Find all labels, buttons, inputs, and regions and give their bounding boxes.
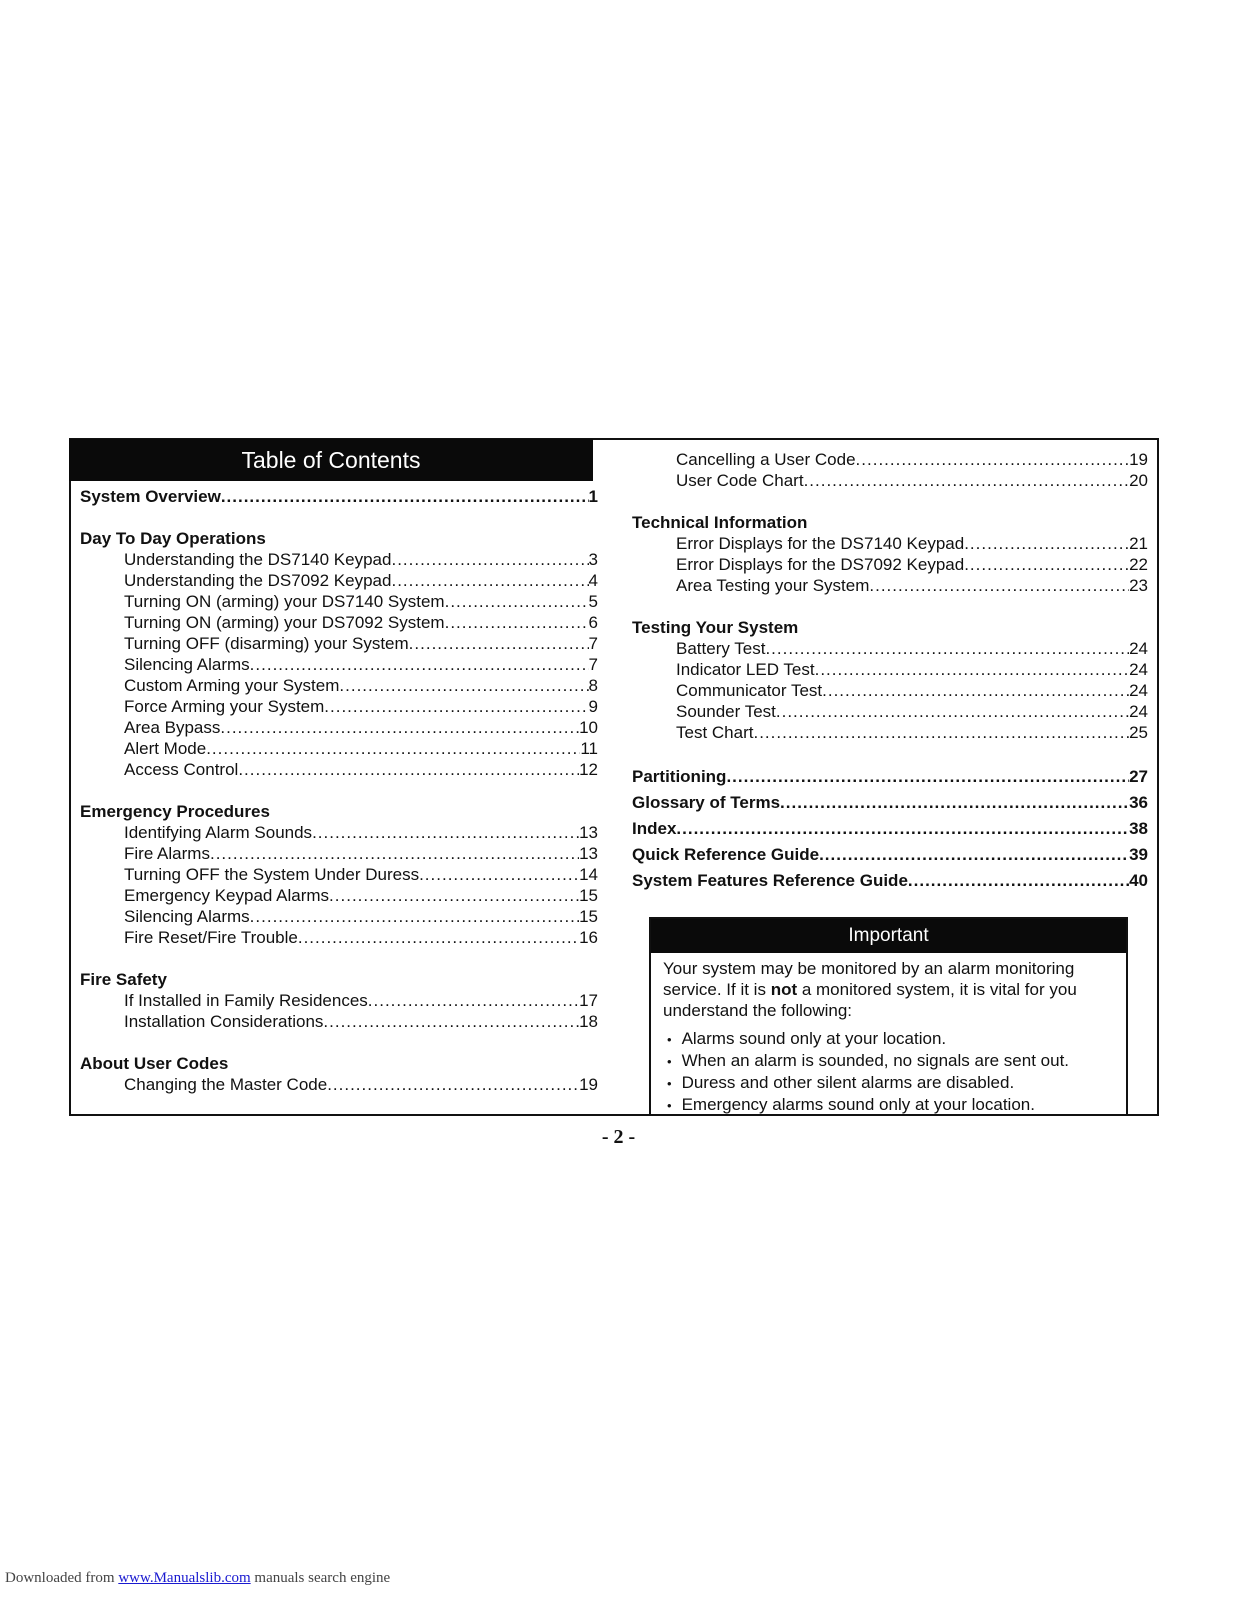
dot-leader <box>964 533 1129 554</box>
toc-major-entry[interactable] <box>632 790 1148 816</box>
toc-entry-page: 22 <box>1129 555 1148 574</box>
dot-leader <box>220 717 579 738</box>
toc-entry-label: Custom Arming your System <box>124 676 340 695</box>
toc-entry-page: 20 <box>1129 471 1148 490</box>
toc-entry-label: Glossary of Terms <box>632 793 781 812</box>
toc-entry-label: System Overview <box>80 487 221 506</box>
dot-leader <box>323 1011 579 1032</box>
toc-major-entry[interactable] <box>632 842 1148 868</box>
toc-entry-page: 24 <box>1129 660 1148 679</box>
toc-entry-label: Understanding the DS7140 Keypad <box>124 550 392 569</box>
dot-leader <box>327 1074 579 1095</box>
dot-leader <box>445 591 589 612</box>
dot-leader <box>409 633 589 654</box>
dot-leader <box>312 822 579 843</box>
toc-section-title: Day To Day Operations <box>80 529 266 548</box>
toc-entry-label: Alert Mode <box>124 739 207 758</box>
toc-entry-label: Fire Alarms <box>124 844 210 863</box>
dot-leader <box>250 906 579 927</box>
toc-section <box>80 801 598 948</box>
toc-entry-page: 4 <box>588 571 598 590</box>
important-bullet <box>667 1050 1126 1072</box>
toc-entry[interactable] <box>632 554 1148 575</box>
toc-section-title: About User Codes <box>80 1054 229 1073</box>
toc-left-sections <box>80 528 598 1095</box>
dot-leader <box>815 659 1129 680</box>
toc-section <box>632 617 1148 743</box>
toc-entry-page: 21 <box>1129 534 1148 553</box>
toc-entry[interactable] <box>80 570 598 591</box>
toc-entry[interactable] <box>80 1074 598 1095</box>
toc-entry[interactable] <box>80 549 598 570</box>
dot-leader <box>804 470 1130 491</box>
important-text-bold: not <box>770 980 798 999</box>
important-bullet-list <box>651 1028 1126 1116</box>
toc-entry-page: 5 <box>588 592 598 611</box>
toc-entry-label: Fire Reset/Fire Trouble <box>124 928 298 947</box>
toc-entry-label: Turning OFF the System Under Duress <box>124 865 420 884</box>
toc-entry-page: 1 <box>588 487 598 506</box>
toc-entry-label: Installation Considerations <box>124 1012 324 1031</box>
toc-entry-label: Understanding the DS7092 Keypad <box>124 571 392 590</box>
toc-entry[interactable] <box>632 533 1148 554</box>
toc-entry-label: Quick Reference Guide <box>632 845 820 864</box>
toc-entry-label: Error Displays for the DS7092 Keypad <box>676 555 965 574</box>
toc-major-entries <box>632 764 1148 894</box>
toc-entry-label: Indicator LED Test <box>676 660 815 679</box>
toc-entry-page: 39 <box>1129 845 1148 864</box>
toc-entry-label: Turning ON (arming) your DS7140 System <box>124 592 445 611</box>
toc-entry-label: Emergency Keypad Alarms <box>124 886 330 905</box>
dot-leader <box>250 654 589 675</box>
toc-entry-label: Silencing Alarms <box>124 907 250 926</box>
toc-entry-page: 14 <box>579 865 598 884</box>
toc-entry-page: 24 <box>1129 639 1148 658</box>
toc-entry[interactable] <box>80 822 598 843</box>
toc-entry-page: 19 <box>1129 450 1148 469</box>
dot-leader <box>856 449 1130 470</box>
toc-entry[interactable] <box>80 990 598 1011</box>
toc-entry-page: 24 <box>1129 702 1148 721</box>
toc-entry-page: 36 <box>1129 793 1148 812</box>
dot-leader <box>391 549 588 570</box>
dot-leader <box>445 612 589 633</box>
toc-entry-page: 25 <box>1129 723 1148 742</box>
toc-entry[interactable] <box>632 680 1148 701</box>
toc-right-sections <box>632 512 1148 743</box>
dot-leader <box>822 680 1129 701</box>
toc-entry-label: Sounder Test <box>676 702 776 721</box>
toc-entry-label: User Code Chart <box>676 471 804 490</box>
toc-entry-label: Communicator Test <box>676 681 823 700</box>
toc-entry-label: Access Control <box>124 760 239 779</box>
toc-entry-page: 10 <box>579 718 598 737</box>
toc-major-entry[interactable] <box>632 764 1148 790</box>
dot-leader <box>210 843 579 864</box>
dot-leader <box>329 885 579 906</box>
toc-entry-label: Index <box>632 819 677 838</box>
dot-leader <box>765 638 1129 659</box>
important-title: Important <box>651 919 1126 953</box>
toc-entry[interactable] <box>80 633 598 654</box>
toc-entry[interactable] <box>80 675 598 696</box>
dot-leader <box>324 696 588 717</box>
toc-entry-label: Identifying Alarm Sounds <box>124 823 313 842</box>
toc-entry-page: 40 <box>1129 871 1148 890</box>
toc-entry-label: Test Chart <box>676 723 754 742</box>
dot-leader <box>753 722 1129 743</box>
toc-major-entry[interactable] <box>632 816 1148 842</box>
toc-entry-label: System Features Reference Guide <box>632 871 908 890</box>
important-bullet-text: When an alarm is sounded, no signals are sent out. <box>681 1051 1070 1070</box>
toc-entry-page: 23 <box>1129 576 1148 595</box>
toc-entry[interactable] <box>80 696 598 717</box>
important-text-after: a monitored system, it is vital for you understand the following: <box>663 980 1077 1020</box>
important-bullet-text: Emergency alarms sound only at your location. <box>681 1095 1035 1114</box>
toc-entry-page: 3 <box>588 550 598 569</box>
dot-leader <box>238 759 579 780</box>
toc-entry-label: Area Bypass <box>124 718 221 737</box>
toc-entry[interactable] <box>632 722 1148 743</box>
toc-entry-page: 24 <box>1129 681 1148 700</box>
page-number: - 2 - <box>601 1126 636 1148</box>
dot-leader <box>298 927 579 948</box>
toc-entry[interactable] <box>632 659 1148 680</box>
toc-right-column <box>632 449 1148 894</box>
toc-entry[interactable] <box>80 654 598 675</box>
toc-entry-label: Turning ON (arming) your DS7092 System <box>124 613 445 632</box>
dot-leader <box>776 701 1129 722</box>
toc-entry-label: Changing the Master Code <box>124 1075 328 1094</box>
toc-entry[interactable] <box>80 906 598 927</box>
important-bullet-text: Alarms sound only at your location. <box>681 1029 947 1048</box>
toc-section-title: Testing Your System <box>632 618 799 637</box>
footer-prefix: Downloaded from <box>5 1570 119 1586</box>
dot-leader <box>419 864 579 885</box>
toc-section <box>632 512 1148 596</box>
important-bullet <box>667 1072 1126 1094</box>
toc-entry-page: 7 <box>588 655 598 674</box>
toc-entry-page: 15 <box>579 886 598 905</box>
toc-entry[interactable] <box>80 717 598 738</box>
toc-entry-page: 13 <box>579 844 598 863</box>
toc-entry-page: 15 <box>579 907 598 926</box>
toc-section-title: Fire Safety <box>80 970 167 989</box>
toc-entry-page: 38 <box>1129 819 1148 838</box>
toc-section-title: Emergency Procedures <box>80 802 270 821</box>
important-bullet <box>667 1028 1126 1050</box>
download-footer <box>5 1570 390 1587</box>
toc-entry-page: 12 <box>579 760 598 779</box>
toc-entry[interactable] <box>632 449 1148 470</box>
toc-entry-page: 19 <box>579 1075 598 1094</box>
toc-entry-page: 11 <box>580 739 598 758</box>
toc-entry-system-overview[interactable] <box>80 486 598 507</box>
dot-leader <box>964 554 1129 575</box>
toc-entry-page: 6 <box>588 613 598 632</box>
dot-leader <box>908 868 1129 894</box>
toc-entry-label: Force Arming your System <box>124 697 325 716</box>
important-notice <box>649 917 1128 1116</box>
toc-entry-page: 8 <box>588 676 598 695</box>
toc-entry-label: Error Displays for the DS7140 Keypad <box>676 534 965 553</box>
toc-entry[interactable] <box>632 470 1148 491</box>
dot-leader <box>391 570 588 591</box>
dot-leader <box>780 790 1129 816</box>
toc-section <box>80 1053 598 1095</box>
toc-entry-page: 18 <box>579 1012 598 1031</box>
toc-entry-page: 16 <box>579 928 598 947</box>
toc-entry[interactable] <box>632 575 1148 596</box>
toc-continued-user-codes <box>632 449 1148 491</box>
toc-entry[interactable] <box>632 638 1148 659</box>
toc-section-title: Technical Information <box>632 513 808 532</box>
dot-leader <box>726 764 1129 790</box>
dot-leader <box>339 675 588 696</box>
toc-section <box>80 528 598 780</box>
toc-entry[interactable] <box>80 612 598 633</box>
manualslib-link[interactable]: www.Manualslib.com <box>118 1570 251 1586</box>
dot-leader <box>819 842 1129 868</box>
toc-entry-page: 13 <box>579 823 598 842</box>
toc-major-entry[interactable] <box>632 868 1148 894</box>
important-bullet-text: Duress and other silent alarms are disabled. <box>681 1073 1015 1092</box>
toc-entry-page: 9 <box>588 697 598 716</box>
toc-entry[interactable] <box>80 864 598 885</box>
toc-entry[interactable] <box>80 591 598 612</box>
toc-entry-label: Battery Test <box>676 639 766 658</box>
toc-entry-label: Silencing Alarms <box>124 655 250 674</box>
toc-entry[interactable] <box>80 1011 598 1032</box>
toc-left-column <box>80 486 598 1116</box>
toc-entry[interactable] <box>632 701 1148 722</box>
dot-leader <box>869 575 1129 596</box>
toc-entry-label: Turning OFF (disarming) your System <box>124 634 409 653</box>
toc-entry[interactable] <box>80 843 598 864</box>
dot-leader <box>368 990 579 1011</box>
toc-entry-label: Partitioning <box>632 767 727 786</box>
important-bullet <box>667 1094 1126 1116</box>
toc-entry-label: Area Testing your System <box>676 576 870 595</box>
dot-leader <box>221 486 589 507</box>
toc-entry-page: 17 <box>579 991 598 1010</box>
important-text-before: Your system may be monitored by an alarm monitoring service. If it is <box>663 959 1075 999</box>
toc-entry[interactable] <box>80 759 598 780</box>
toc-entry[interactable] <box>80 885 598 906</box>
dot-leader <box>676 816 1129 842</box>
toc-section-overview <box>80 486 598 507</box>
toc-entry-label: Cancelling a User Code <box>676 450 856 469</box>
dot-leader <box>206 738 580 759</box>
toc-entry-page: 27 <box>1129 767 1148 786</box>
toc-section <box>80 969 598 1032</box>
toc-entry-label: If Installed in Family Residences <box>124 991 368 1010</box>
toc-title: Table of Contents <box>69 439 593 481</box>
toc-entry[interactable] <box>80 738 598 759</box>
toc-entry[interactable] <box>80 927 598 948</box>
important-body <box>651 953 1126 1021</box>
footer-suffix: manuals search engine <box>250 1570 391 1586</box>
toc-entry-page: 7 <box>588 634 598 653</box>
